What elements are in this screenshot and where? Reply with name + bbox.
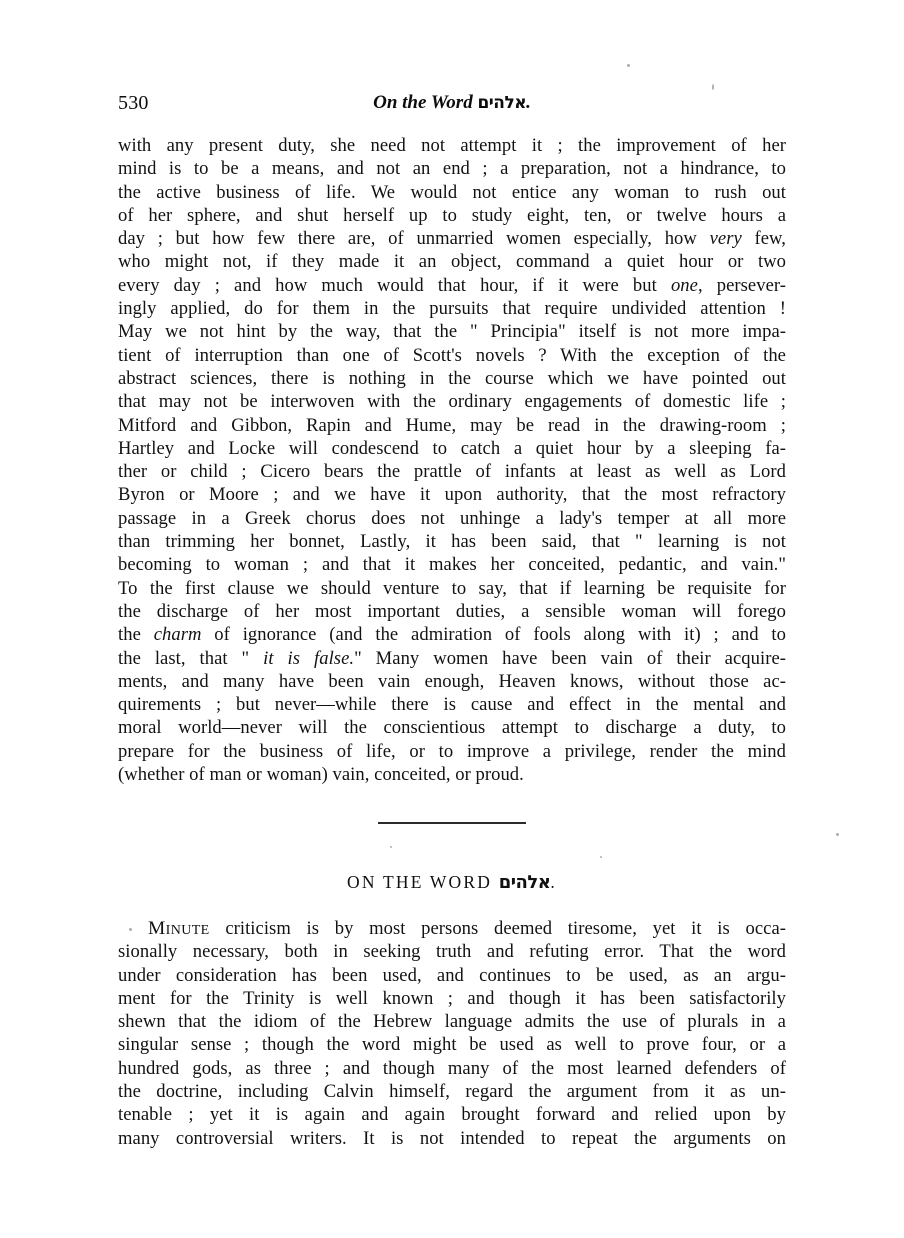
text-run: criticism is by most persons deemed tiresome, yet it is occa- (209, 918, 786, 939)
emphasis-very: very (709, 228, 742, 250)
running-head-title (118, 92, 786, 114)
text-line: ingly applied, do for them in the pursuits that require undivided attention ! (118, 298, 786, 320)
text-line: singular sense ; though the word might be used as well to prove four, or a (118, 1034, 786, 1056)
text-line: ments, and many have been vain enough, Heaven knows, without those ac- (118, 670, 786, 692)
emphasis-it-is-false: it is false. (263, 647, 355, 669)
text-line: of her sphere, and shut herself up to study eight, ten, or twelve hours a (118, 204, 786, 226)
section-heading-period: . (550, 872, 557, 892)
text-line: Hartley and Locke will condescend to catch a quiet hour by a sleeping fa- (118, 437, 786, 459)
scan-speck (390, 846, 392, 848)
text-line: many controversial writers. It is not intended to repeat the arguments on (118, 1127, 786, 1149)
text-run: few, (741, 228, 787, 250)
text-run: the last, that " (118, 647, 264, 669)
text-line: prepare for the business of life, or to improve a privilege, render the mind (118, 740, 786, 762)
text-line: the discharge of her most important duties, a sensible woman will forego (118, 600, 786, 622)
scan-speck (712, 84, 714, 90)
scan-speck (836, 833, 839, 836)
text-line: mind is to be a means, and not an end ; a preparation, not a hindrance, to (118, 158, 786, 180)
text-line (118, 623, 786, 646)
text-run: day ; but how few there are, of unmarried women especially, how (118, 228, 697, 250)
text-line: with any present duty, she need not attempt it ; the improvement of her (118, 135, 786, 156)
scan-speck (129, 928, 132, 931)
running-head (118, 92, 786, 118)
text-line: May we not hint by the way, that the " Principia" itself is not more impa- (118, 321, 786, 343)
scan-speck (627, 64, 630, 67)
text-line: hundred gods, as three ; and though many of the most learned defenders of (118, 1057, 786, 1079)
text-line: ther or child ; Cicero bears the prattle of infants at least as well as Lord (118, 461, 786, 483)
text-line: sionally necessary, both in seeking truth and refuting error. That the word (118, 941, 786, 963)
page-number: 530 (118, 92, 149, 114)
text-run: of ignorance (and the admiration of fools along with it) ; and to (201, 624, 786, 646)
text-line (118, 647, 786, 670)
text-run: , persever- (697, 274, 786, 296)
section-divider-rule (378, 822, 526, 824)
text-line: shewn that the idiom of the Hebrew language admits the use of plurals in a (118, 1011, 786, 1033)
text-run: the (118, 624, 154, 646)
text-line: ment for the Trinity is well known ; and though it has been satisfactorily (118, 987, 786, 1009)
running-head-period: . (526, 92, 531, 113)
text-line: Mitford and Gibbon, Rapin and Hume, may be read in the drawing-room ; (118, 414, 786, 436)
text-line: To the first clause we should venture to say, that if learning be requisite for (118, 577, 786, 599)
text-line: who might not, if they made it an object, command a quiet hour or two (118, 251, 786, 273)
emphasis-one: one (670, 274, 698, 296)
text-line: becoming to woman ; and that it makes her conceited, pedantic, and vain." (118, 554, 786, 576)
text-line: under consideration has been used, and continues to be used, as an argu- (118, 964, 786, 986)
text-line: abstract sciences, there is nothing in the course which we have pointed out (118, 367, 786, 389)
scan-speck (600, 856, 602, 858)
text-line: moral world—never will the conscientious attempt to discharge a duty, to (118, 717, 786, 739)
section-heading-text: ON THE WORD (347, 872, 499, 892)
text-line: passage in a Greek chorus does not unhinge a lady's temper at all more (118, 507, 786, 529)
text-line (118, 274, 786, 297)
article-body (118, 917, 786, 1150)
text-line: than trimming her bonnet, Lastly, it has been said, that " learning is not (118, 531, 786, 553)
text-line: the active business of life. We would not entice any woman to rush out (118, 181, 786, 203)
text-line (118, 917, 786, 940)
text-line: Byron or Moore ; and we have it upon authority, that the most refractory (118, 484, 786, 506)
text-line (118, 227, 786, 250)
emphasis-charm: charm (153, 624, 202, 646)
section-heading (118, 872, 786, 893)
text-run: " Many women have been vain of their acquire- (354, 647, 786, 669)
text-line: quirements ; but never—while there is cause and effect in the mental and (118, 694, 786, 716)
running-head-text: On the Word (373, 92, 478, 113)
hebrew-word-elohim: אלהים (498, 872, 551, 893)
article-continuation-body (118, 134, 786, 786)
text-line: (whether of man or woman) vain, conceited, or proud. (118, 764, 524, 786)
text-line: the doctrine, including Calvin himself, regard the argument from it as un- (118, 1081, 786, 1103)
text-line: tient of interruption than one of Scott's novels ? With the exception of the (118, 344, 786, 366)
text-line: tenable ; yet it is again and again brought forward and relied upon by (118, 1104, 786, 1126)
hebrew-word-elohim: אלהים (477, 93, 527, 113)
text-run: every day ; and how much would that hour, if it were but (118, 274, 657, 296)
text-line: that may not be interwoven with the ordinary engagements of domestic life ; (118, 391, 786, 413)
opening-small-caps: Minute (148, 918, 210, 939)
